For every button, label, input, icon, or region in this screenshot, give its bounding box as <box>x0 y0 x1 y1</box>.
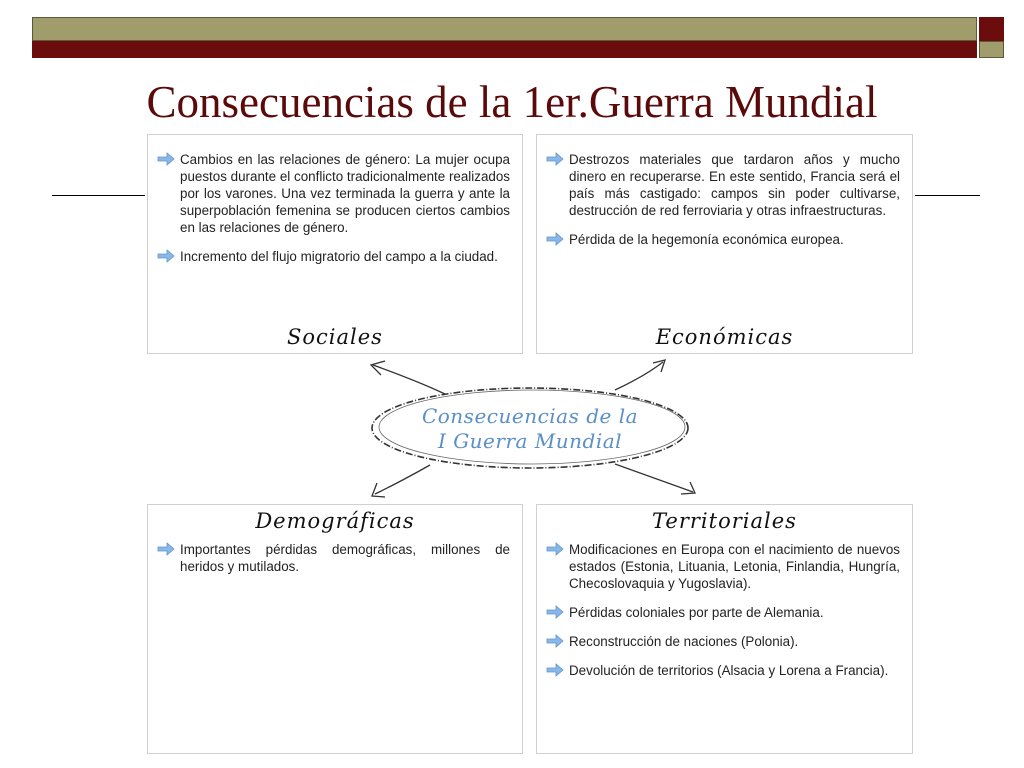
list-item-text: Reconstrucción de naciones (Polonia). <box>569 634 799 649</box>
consequences-diagram <box>145 132 915 757</box>
arrow-to-demograficas <box>375 465 430 494</box>
header-bar-olive <box>32 17 977 41</box>
panel-sociales-label: Sociales <box>287 325 383 349</box>
list-item-text: Cambios en las relaciones de género: La mujer ocupa puestos durante el conflicto tradicionalmente realizados por los varones. Una vez terminada la guerra y ante la superpoblación femenina se producen ciertos cambios en las relaciones de género. <box>180 152 510 235</box>
center-label-line2: I Guerra Mundial <box>437 429 623 453</box>
title-rule-right <box>912 195 980 196</box>
center-label-line1: Consecuencias de la <box>421 404 639 428</box>
list-item-text: Pérdida de la hegemonía económica europea. <box>569 232 844 247</box>
list-item-text: Incremento del flujo migratorio del campo a la ciudad. <box>180 249 498 264</box>
list-item-text: Pérdidas coloniales por parte de Alemania. <box>569 605 824 620</box>
header-square-olive <box>979 41 1004 58</box>
arrow-to-sociales <box>373 365 445 394</box>
header-bar-maroon <box>32 41 977 58</box>
arrow-to-territoriales <box>615 464 693 492</box>
panel-territoriales-label: Territoriales <box>652 509 797 533</box>
list-item-text: Destrozos materiales que tardaron años y mucho dinero en recuperarse. En este sentido, Francia será el país más castigado: campos sin poder cultivarse, destrucción de red ferroviaria y otras infraestructuras. <box>569 152 900 218</box>
header-square-maroon <box>979 17 1004 41</box>
panel-economicas-label: Económicas <box>655 325 794 349</box>
title-rule-left <box>52 195 148 196</box>
slide-title: Consecuencias de la 1er.Guerra Mundial <box>146 77 878 127</box>
arrow-to-economicas <box>615 362 663 390</box>
center-label <box>385 404 675 454</box>
list-item-text: Importantes pérdidas demográficas, millones de heridos y mutilados. <box>180 542 510 574</box>
arrowhead-economicas <box>653 360 665 372</box>
panel-demograficas-label: Demográficas <box>255 509 415 533</box>
list-item-text: Devolución de territorios (Alsacia y Lorena a Francia). <box>569 663 889 678</box>
list-item-text: Modificaciones en Europa con el nacimiento de nuevos estados (Estonia, Lituania, Letonia, Finlandia, Hungría, Checoslovaquia y Yugoslavia). <box>569 542 900 591</box>
